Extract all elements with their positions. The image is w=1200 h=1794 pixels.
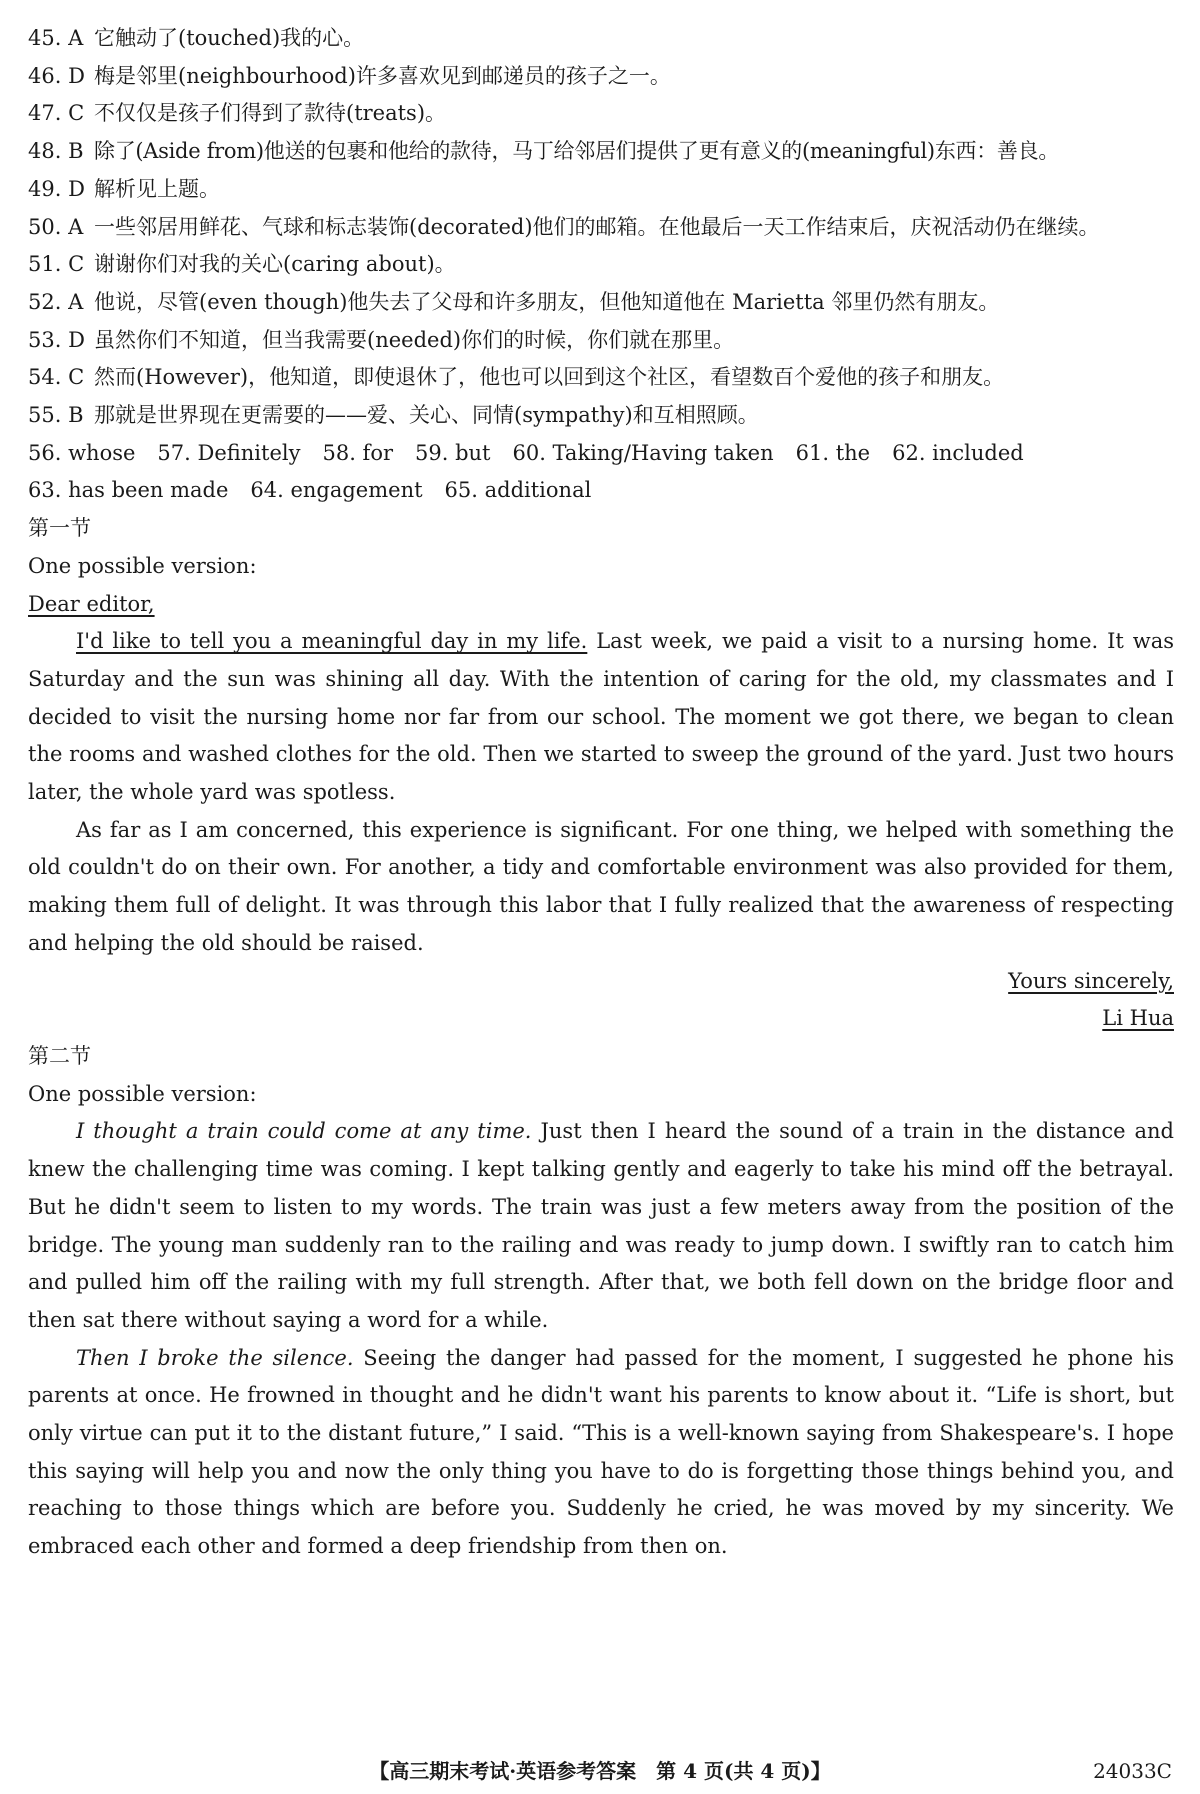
fill-answer: 64. engagement (250, 478, 423, 503)
answer-item: 55. B 那就是世界现在更需要的——爱、关心、同情(sympathy)和互相照顾。 (28, 403, 759, 428)
fill-answer: 56. whose (28, 440, 136, 465)
fill-answer: 61. the (795, 440, 871, 465)
version-intro: One possible version: (28, 1081, 257, 1106)
essay-paragraph: I thought a train could come at any time. Just then I heard the sound of a train in the distance and knew the challenging time was coming. I kept talking gently and eagerly to take his mind off the betrayal. But he didn't seem to listen to my words. The train was just a few meters away from the position of the bridge. The young man suddenly ran to the railing and was ready to jump down. I swiftly ran to catch him and pulled him off the railing with my full strength. After that, we both fell down on the bridge floor and then sat there without saying a word for a while. (28, 1119, 1174, 1332)
footer-title: 【高三期末考试·英语参考答案 第 4 页(共 4 页)】 (369, 1759, 831, 1783)
given-opening-sentence: Then I broke the silence. (76, 1345, 354, 1370)
given-opening-sentence: I thought a train could come at any time. (76, 1119, 532, 1144)
answer-page (28, 20, 1174, 1566)
fill-answer: 57. Definitely (157, 440, 301, 465)
underlined-sentence: I'd like to tell you a meaningful day in my life. (76, 629, 588, 654)
letter-signature: Li Hua (1102, 1006, 1174, 1031)
footer-code: 24033C (1093, 1759, 1172, 1783)
essay-paragraph: I'd like to tell you a meaningful day in my life. Last week, we paid a visit to a nursing home. It was Saturday and the sun was shining all day. With the intention of caring for the old, my classmates and I decided to visit the nursing home nor far from our school. The moment we got there, we began to clean the rooms and washed clothes for the old. Then we started to sweep the ground of the yard. Just two hours later, the whole yard was spotless. (28, 629, 1174, 805)
answer-item: 50. A 一些邻居用鲜花、气球和标志装饰(decorated)他们的邮箱。在他最后一天工作结束后，庆祝活动仍在继续。 (28, 214, 1100, 239)
letter-closing: Yours sincerely, (1008, 968, 1174, 993)
fill-answer: 63. has been made (28, 478, 229, 503)
fill-answer: 62. included (892, 440, 1024, 465)
answer-item: 53. D 虽然你们不知道，但当我需要(needed)你们的时候，你们就在那里。 (28, 327, 735, 352)
fill-answer: 60. Taking/Having taken (512, 440, 774, 465)
answer-item: 48. B 除了(Aside from)他送的包裹和他给的款待，马丁给邻居们提供了更有意义的(meaningful)东西：善良。 (28, 139, 1060, 164)
essay-paragraph: Then I broke the silence. Seeing the danger had passed for the moment, I suggested he phone his parents at once. He frowned in thought and he didn't want his parents to know about it. “Life is short, but only virtue can put it to the distant future,” I said. “This is a well-known saying from Shakespeare's. I hope this saying will help you and now the only thing you have to do is forgetting those things behind you, and reaching to those things which are before you. Suddenly he cried, he was moved by my sincerity. We embraced each other and formed a deep friendship from then on. (28, 1345, 1174, 1559)
letter-salutation: Dear editor, (28, 591, 155, 616)
essay-paragraph: As far as I am concerned, this experience is significant. For one thing, we helped with something the old couldn't do on their own. For another, a tidy and comfortable environment was also provided for them, making them full of delight. It was through this labor that I fully realized that the awareness of respecting and helping the old should be raised. (28, 817, 1174, 955)
version-intro: One possible version: (28, 553, 257, 578)
fill-answer: 59. but (415, 440, 491, 465)
fill-answers-row-2 (28, 472, 1174, 510)
answer-item: 49. D 解析见上题。 (28, 176, 220, 201)
choice-answers (28, 20, 1174, 435)
fill-answer: 65. additional (444, 478, 592, 503)
answer-item: 47. C 不仅仅是孩子们得到了款待(treats)。 (28, 101, 447, 126)
answer-item: 45. A 它触动了(touched)我的心。 (28, 26, 365, 50)
answer-item: 52. A 他说，尽管(even though)他失去了父母和许多朋友，但他知道他在 Marietta 邻里仍然有朋友。 (28, 289, 1000, 314)
section-2 (28, 1038, 1174, 1566)
answer-item: 54. C 然而(However)，他知道，即使退休了，他也可以回到这个社区，看望数百个爱他的孩子和朋友。 (28, 365, 1005, 390)
answer-item: 51. C 谢谢你们对我的关心(caring about)。 (28, 252, 456, 277)
page-footer (0, 1756, 1200, 1786)
fill-answers-row-1 (28, 435, 1174, 473)
section-heading: 第一节 (28, 516, 91, 541)
answer-item: 46. D 梅是邻里(neighbourhood)许多喜欢见到邮递员的孩子之一。 (28, 63, 671, 88)
section-1 (28, 510, 1174, 1038)
fill-answer: 58. for (322, 440, 393, 465)
section-heading: 第二节 (28, 1043, 91, 1068)
